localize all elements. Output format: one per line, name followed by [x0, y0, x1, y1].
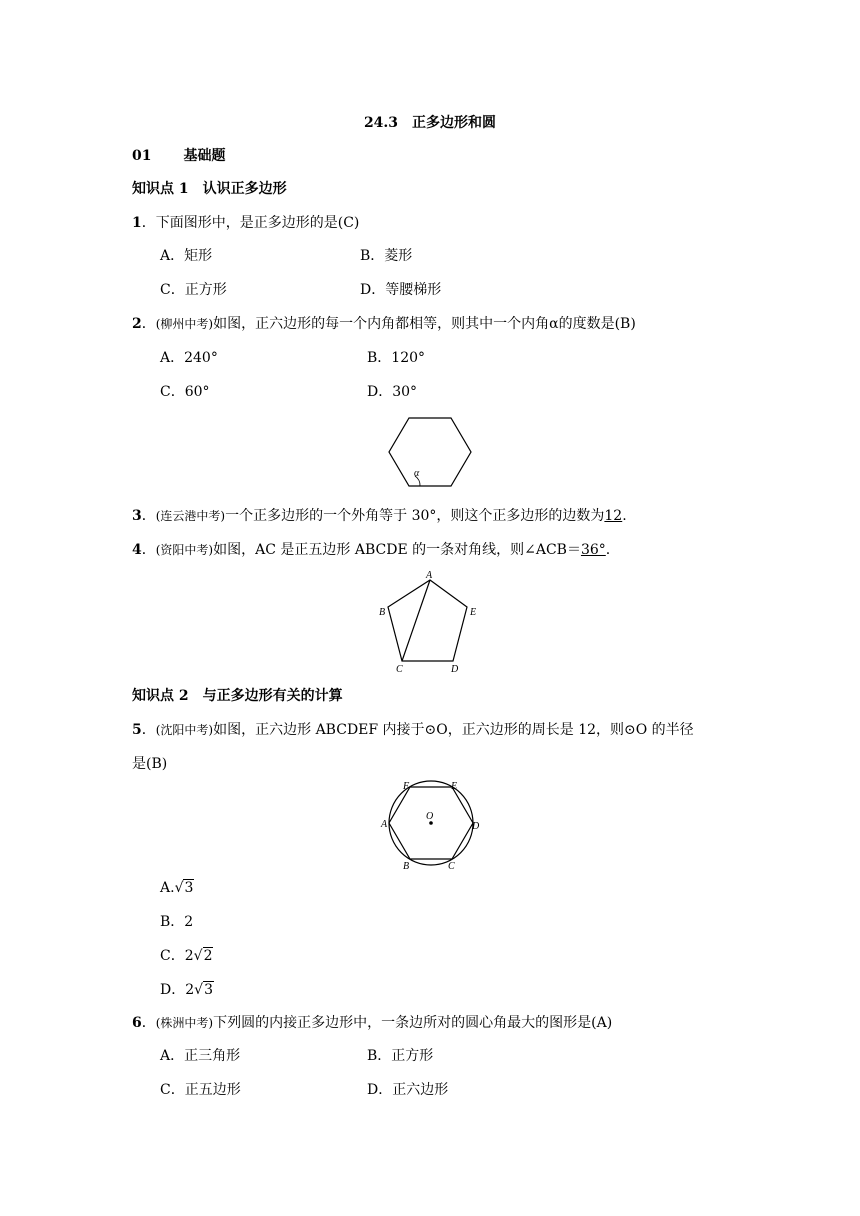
label-a: A — [426, 570, 433, 581]
label-c: C — [396, 664, 403, 675]
q1-option-d: D．等腰梯形 — [360, 282, 442, 298]
q5-option-c — [160, 946, 213, 966]
question-text-end: . — [622, 508, 627, 524]
question-1 — [132, 213, 359, 233]
answer: 36° — [580, 542, 606, 558]
question-source: (株洲中考) — [155, 1016, 214, 1030]
question-4: 4．(资阳中考)如图，AC 是正五边形 ABCDE 的一条对角线，则∠ACB＝36°. — [132, 542, 611, 558]
option-prefix: D． — [160, 982, 186, 998]
question-source: (沈阳中考) — [155, 723, 214, 737]
question-6: 6．(株洲中考)下列圆的内接正多边形中，一条边所对的圆心角最大的图形是(A) — [132, 1015, 613, 1031]
q6-option-b: B．正方形 — [367, 1048, 434, 1064]
label-b: B — [379, 607, 386, 618]
question-text: 如图，AC 是正五边形 ABCDE 的一条对角线，则∠ACB＝ — [213, 542, 581, 558]
option-coefficient: 2 — [185, 982, 195, 998]
label-b: B — [403, 861, 410, 872]
q6-option-d: D．正六边形 — [367, 1082, 449, 1098]
label-o: O — [426, 811, 434, 822]
question-text: 下列圆的内接正多边形中，一条边所对的圆心角最大的图形是(A) — [213, 1015, 613, 1031]
option-prefix: B．2 — [160, 914, 194, 930]
question-number: 3 — [132, 508, 142, 524]
question-text: 一个正多边形的一个外角等于 30°，则这个正多边形的边数为 — [225, 508, 605, 524]
section-heading — [132, 146, 225, 166]
label-d: D — [472, 821, 480, 832]
label-c: C — [448, 861, 455, 872]
pentagon-shape — [388, 580, 467, 661]
question-text: ．下面图形中，是正多边形的是(C) — [141, 215, 360, 231]
q1-option-a: A．矩形 — [160, 248, 213, 264]
label-d: D — [451, 664, 459, 675]
question-2: 2．(柳州中考)如图，正六边形的每一个内角都相等，则其中一个内角α的度数是(B) — [132, 316, 636, 332]
question-number: 5 — [132, 722, 142, 738]
option-coefficient: 2 — [184, 948, 194, 964]
question-number: 2 — [132, 316, 142, 332]
sqrt-symbol: √3 — [194, 982, 213, 998]
q5-option-d — [160, 980, 214, 1000]
label-a: A — [381, 819, 388, 830]
option-prefix: C． — [160, 948, 185, 964]
label-e: E — [451, 781, 458, 792]
q6-option-a: A．正三角形 — [160, 1048, 241, 1064]
section-number: 01 — [132, 148, 152, 164]
label-f: F — [403, 781, 410, 792]
question-number: 1 — [132, 215, 142, 231]
knowledge-point-1: 知识点 1 认识正多边形 — [132, 181, 287, 197]
question-number: 4 — [132, 542, 142, 558]
q1-option-b: B．菱形 — [360, 248, 413, 264]
q2-option-a: A．240° — [160, 350, 218, 366]
q6-option-c: C．正五边形 — [160, 1082, 241, 1098]
page-title: 24.3 正多边形和圆 — [363, 115, 497, 131]
question-source: (资阳中考) — [155, 543, 214, 557]
question-3: 3．(连云港中考)一个正多边形的一个外角等于 30°，则这个正多边形的边数为12. — [132, 508, 627, 524]
sqrt-symbol: √2 — [193, 948, 213, 964]
label-e: E — [470, 607, 477, 618]
option-prefix: A. — [160, 880, 175, 896]
section-name: 基础题 — [183, 148, 226, 164]
question-text: 如图，正六边形 ABCDEF 内接于⊙O，正六边形的周长是 12，则⊙O 的半径 — [213, 722, 694, 738]
radicand: 3 — [204, 982, 213, 998]
hexagon-shape — [389, 418, 471, 486]
answer: 12 — [604, 508, 623, 524]
diagonal-ac — [402, 580, 430, 661]
question-text-end: . — [605, 542, 611, 558]
question-5-continued: 是(B) — [132, 756, 168, 772]
question-5: 5．(沈阳中考)如图，正六边形 ABCDEF 内接于⊙O，正六边形的周长是 12，则⊙O 的半径 — [132, 722, 694, 738]
inscribed-hexagon-figure — [378, 776, 484, 874]
q2-option-c: C．60° — [160, 384, 210, 400]
question-source: (连云港中考) — [155, 509, 226, 523]
pentagon-figure — [375, 568, 487, 676]
q1-option-c: C．正方形 — [160, 282, 227, 298]
question-source: (柳州中考) — [155, 317, 214, 331]
angle-label: α — [414, 468, 420, 479]
knowledge-point-2: 知识点 2 与正多边形有关的计算 — [132, 688, 343, 704]
sqrt-symbol: √3 — [174, 880, 194, 896]
question-text: 如图，正六边形的每一个内角都相等，则其中一个内角α的度数是(B) — [213, 316, 636, 332]
q2-option-b: B．120° — [367, 350, 426, 366]
hexagon-figure — [385, 414, 475, 490]
q5-option-b — [160, 912, 193, 932]
q5-option-a — [160, 878, 194, 898]
q2-option-d: D．30° — [367, 384, 418, 400]
radicand: 3 — [184, 880, 194, 896]
radicand: 2 — [203, 948, 213, 964]
question-number: 6 — [132, 1015, 142, 1031]
